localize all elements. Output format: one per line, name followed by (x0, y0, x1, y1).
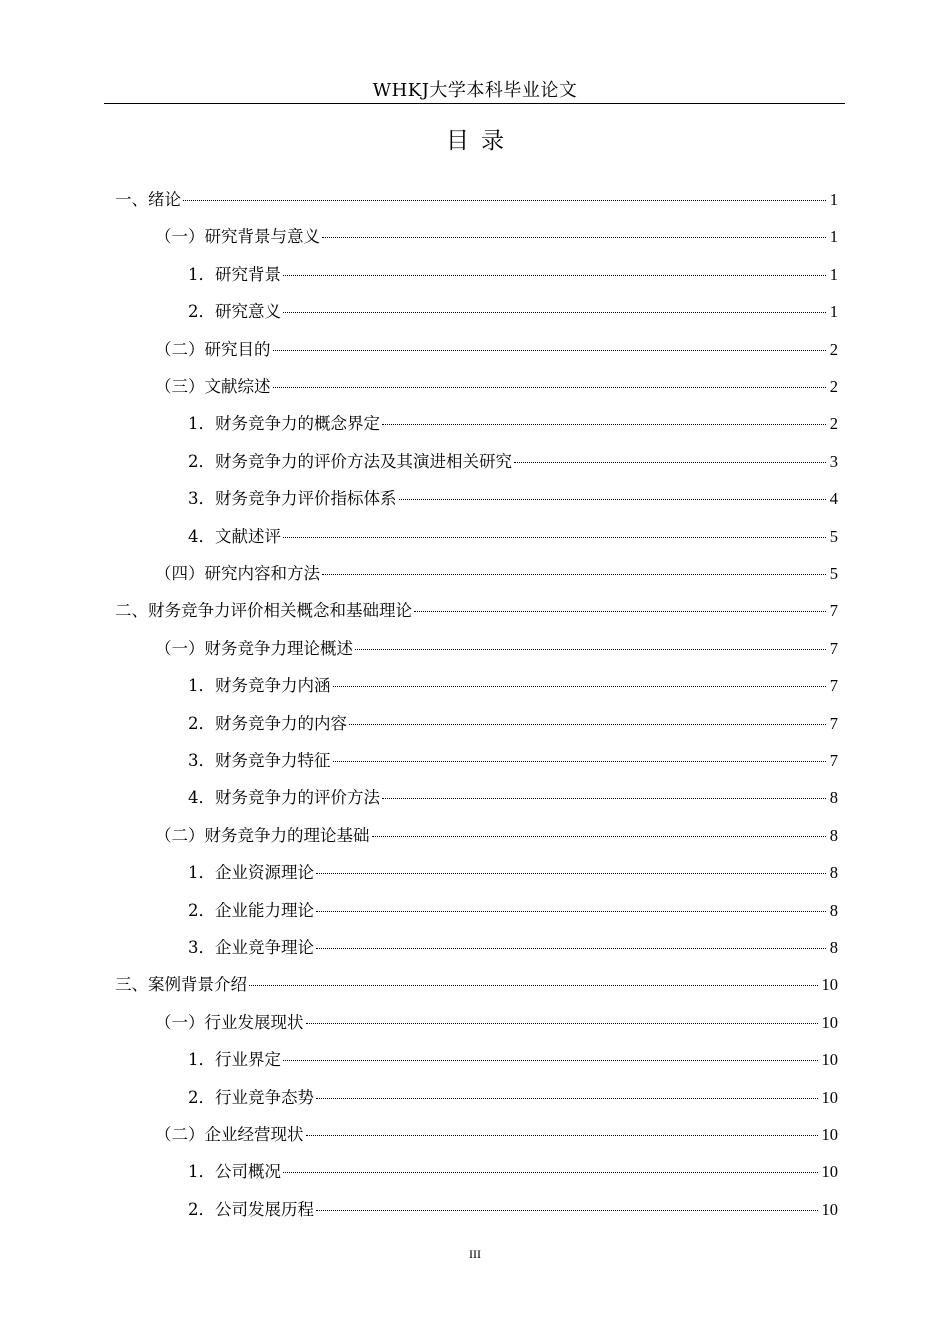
toc-entry[interactable] (155, 1124, 838, 1146)
toc-entry-page: 1 (829, 190, 838, 209)
dot-leader (316, 873, 826, 874)
toc-entry-page: 10 (821, 1199, 838, 1219)
toc-entry-label: （三）文献综述 (155, 377, 271, 396)
toc-entry-label: （一）财务竞争力理论概述 (155, 638, 353, 658)
toc-entry[interactable] (155, 638, 838, 660)
toc-entry-label: 4．文献述评 (188, 526, 281, 546)
toc-entry-page: 2 (829, 377, 838, 396)
toc-entry-label: （一）行业发展现状 (155, 1012, 304, 1032)
dot-leader (283, 1172, 818, 1173)
toc-entry[interactable] (188, 787, 838, 809)
toc-entry-page: 1 (829, 264, 838, 284)
running-header: WHKJ大学本科毕业论文 (372, 80, 578, 101)
toc-entry-label: （二）研究目的 (155, 339, 271, 359)
toc-entry-label: 3．企业竞争理论 (188, 938, 314, 957)
toc-entry-label: 1．财务竞争力内涵 (188, 676, 331, 696)
dot-leader (273, 350, 826, 351)
dot-leader (322, 237, 826, 238)
toc-entry-label: 2．行业竞争态势 (188, 1087, 314, 1107)
toc-entry-page: 2 (829, 414, 838, 434)
toc-entry-page: 2 (829, 339, 838, 359)
dot-leader (399, 499, 826, 500)
dot-leader (249, 985, 818, 986)
toc-entry[interactable] (188, 937, 838, 959)
dot-leader (514, 462, 826, 463)
page-number: III (469, 1247, 481, 1261)
dot-leader (316, 911, 826, 912)
toc-entry-label: 1．企业资源理论 (188, 863, 314, 883)
toc-entry-label: 1．财务竞争力的概念界定 (188, 414, 380, 434)
toc-title: 目录 (446, 128, 516, 154)
toc-entry-page: 10 (821, 1087, 838, 1107)
toc-entry[interactable] (188, 1161, 838, 1183)
toc-entry-label: （二）财务竞争力的理论基础 (155, 825, 370, 845)
toc-entry-page: 1 (829, 227, 838, 247)
toc-entry-label: 1．公司概况 (188, 1162, 281, 1182)
dot-leader (349, 724, 826, 725)
toc-entry[interactable] (188, 413, 838, 435)
toc-entry-page: 1 (829, 302, 838, 322)
toc-entry-label: 1．研究背景 (188, 264, 281, 284)
toc-entry-page: 7 (829, 676, 838, 696)
toc-entry[interactable] (155, 563, 838, 585)
toc-entry[interactable] (115, 600, 838, 622)
toc-entry[interactable] (188, 526, 838, 548)
toc-entry-page: 8 (829, 900, 838, 920)
toc-entry-label: 三、案例背景介绍 (115, 975, 247, 995)
toc-entry-page: 10 (821, 1012, 838, 1032)
toc-entry-label: 2．财务竞争力的内容 (188, 713, 347, 733)
toc-entry-label: 3．财务竞争力特征 (188, 751, 331, 770)
toc-entry[interactable] (155, 825, 838, 847)
dot-leader (283, 275, 826, 276)
toc-entry-page: 8 (829, 825, 838, 845)
toc-entry[interactable] (188, 750, 838, 772)
toc-entry[interactable] (188, 451, 838, 473)
dot-leader (414, 611, 826, 612)
dot-leader (306, 1023, 818, 1024)
toc-entry-label: 二、财务竞争力评价相关概念和基础理论 (115, 601, 412, 621)
toc-entry[interactable] (155, 226, 838, 248)
toc-entry-page: 7 (829, 638, 838, 658)
toc-entry[interactable] (188, 675, 838, 697)
toc-entry-label: （二）企业经营现状 (155, 1125, 304, 1144)
toc-entry-page: 3 (829, 451, 838, 471)
toc-entry[interactable] (155, 339, 838, 361)
dot-leader (316, 1098, 818, 1099)
toc-entry-page: 8 (829, 863, 838, 883)
dot-leader (183, 200, 826, 201)
toc-entry[interactable] (188, 1199, 838, 1221)
toc-entry-page: 7 (829, 713, 838, 733)
dot-leader (333, 761, 826, 762)
toc-entry[interactable] (188, 862, 838, 884)
dot-leader (273, 387, 826, 388)
toc-entry-label: 2．企业能力理论 (188, 900, 314, 920)
toc-entry-page: 5 (829, 526, 838, 546)
toc-entry-label: 4．财务竞争力的评价方法 (188, 788, 380, 808)
toc-entry-page: 8 (829, 938, 838, 957)
toc-entry[interactable] (155, 376, 838, 398)
dot-leader (382, 424, 826, 425)
header-rule (104, 103, 845, 104)
dot-leader (316, 948, 826, 949)
toc-entry-page: 4 (829, 489, 838, 509)
toc-entry-label: （四）研究内容和方法 (155, 564, 320, 583)
dot-leader (382, 798, 826, 799)
toc-entry[interactable] (155, 1012, 838, 1034)
dot-leader (283, 1060, 818, 1061)
dot-leader (372, 836, 826, 837)
toc-entry[interactable] (115, 189, 838, 211)
dot-leader (283, 537, 826, 538)
toc-entry-label: 1．行业界定 (188, 1050, 281, 1070)
dot-leader (316, 1210, 818, 1211)
toc-entry-label: 2．公司发展历程 (188, 1199, 314, 1219)
toc-entry-label: 3．财务竞争力评价指标体系 (188, 489, 397, 509)
toc-entry-label: 一、绪论 (115, 190, 181, 209)
toc-entry-label: （一）研究背景与意义 (155, 227, 320, 247)
toc-entry-page: 10 (821, 1125, 838, 1144)
toc-entry[interactable] (188, 1049, 838, 1071)
toc-entry[interactable] (188, 1087, 838, 1109)
toc-entry-page: 5 (829, 564, 838, 583)
toc-entry-page: 10 (821, 1050, 838, 1070)
dot-leader (306, 1135, 818, 1136)
toc-entry-page: 10 (821, 975, 838, 995)
toc-entry-label: 2．研究意义 (188, 302, 281, 322)
toc-entry-page: 8 (829, 788, 838, 808)
toc-entry[interactable] (188, 301, 838, 323)
toc-entry-page: 7 (829, 751, 838, 770)
toc-entry[interactable] (115, 974, 838, 996)
toc-entry-page: 7 (829, 601, 838, 621)
toc-entry[interactable] (188, 900, 838, 922)
dot-leader (355, 649, 826, 650)
toc-entry[interactable] (188, 264, 838, 286)
dot-leader (333, 686, 826, 687)
dot-leader (283, 312, 826, 313)
toc-entry-page: 10 (821, 1162, 838, 1182)
dot-leader (322, 574, 826, 575)
toc-entry[interactable] (188, 713, 838, 735)
toc-entry[interactable] (188, 488, 838, 510)
toc-entry-label: 2．财务竞争力的评价方法及其演进相关研究 (188, 451, 512, 471)
